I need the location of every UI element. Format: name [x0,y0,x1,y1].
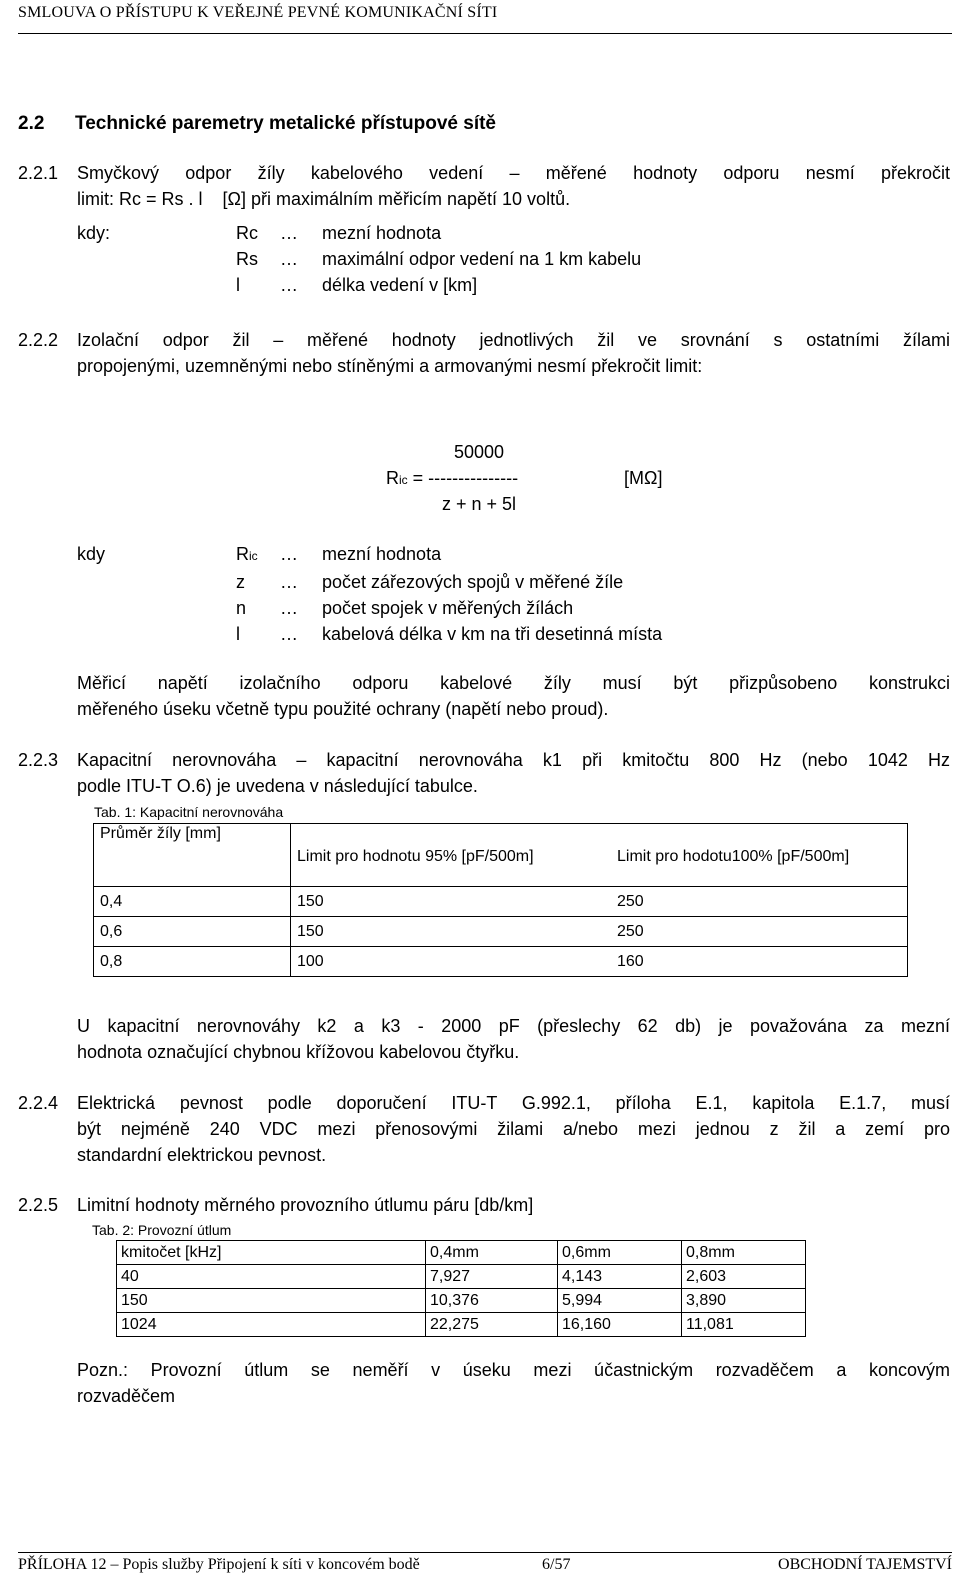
formula-numerator: 50000 [454,442,505,462]
table-cell: 150 [291,917,612,947]
formula-unit: [MΩ] [624,468,663,488]
definition-dots: … [280,544,298,564]
table-operational-attenuation [116,1240,806,1337]
definition-row [236,541,662,569]
definition-dots: … [280,249,298,269]
table-cell: 5,994 [558,1289,682,1313]
paragraph-222-note-line1: Měřicí napětí izolačního odporu kabelové žíly musí být přizpůsobeno konstrukci [77,673,950,693]
table-row [94,947,908,977]
table-cell: 2,603 [682,1265,806,1289]
table-header-cell: Průměr žíly [mm] [94,824,291,887]
definition-text: délka vedení v [km] [322,275,478,295]
table-header-cell: Limit pro hodnotu 95% [pF/500m] [291,824,612,887]
definition-text: mezní hodnota [322,544,442,564]
definition-row [236,569,662,595]
paragraph-224-line1: Elektrická pevnost podle doporučení ITU-T G.992.1, příloha E.1, kapitola E.1.7, musí [77,1093,950,1113]
definition-symbol: Ric [236,544,258,564]
paragraph-223-after-line2: hodnota označující chybnou křížovou kabelovou čtyřku. [77,1042,520,1062]
table-cell: 150 [291,887,612,917]
formula-lhs: R [386,468,399,488]
subsection-title-225: Limitní hodnoty měrného provozního útlumu páru [db/km] [77,1195,534,1215]
definition-symbol: Rs [236,249,258,269]
paragraph-224-line3: standardní elektrickou pevnost. [77,1145,327,1165]
definition-symbol: l [236,275,240,295]
footer-document-name: PŘÍLOHA 12 – Popis služby Připojení k síti v koncovém bodě [18,1556,420,1573]
subsection-number-223: 2.2.3 [18,750,59,770]
paragraph-221-line2: limit: Rc = Rs . l [Ω] při maximálním měřicím napětí 10 voltů. [77,189,571,209]
paragraph-223-after-line1: U kapacitní nerovnováhy k2 a k3 - 2000 pF (přeslechy 62 db) je považována za mezní [77,1016,950,1036]
formula-equals: = --------------- [407,468,519,488]
table-row [117,1289,806,1313]
table-cell: 4,143 [558,1265,682,1289]
formula-denominator: z + n + 5l [442,494,517,514]
definition-dots: … [280,598,298,618]
table-cell: 10,376 [426,1289,558,1313]
page-header: SMLOUVA O PŘÍSTUPU K VEŘEJNÉ PEVNÉ KOMUNIKAČNÍ SÍTI [18,4,498,21]
definition-symbol: n [236,598,247,618]
definition-dots: … [280,572,298,592]
definition-dots: … [280,275,298,295]
table-cell: 0,4 [94,887,291,917]
table-header-cell: 0,6mm [558,1241,682,1265]
definition-text: mezní hodnota [322,223,442,243]
kdy-label-222: kdy [77,544,106,564]
table-cell: 22,275 [426,1313,558,1337]
definition-text: počet spojek v měřených žílách [322,598,574,618]
definition-text: počet zářezových spojů v měřené žíle [322,572,624,592]
formula-lhs-subscript: ic [399,473,408,487]
paragraph-225-note [77,1357,950,1409]
definition-row [236,621,662,647]
table-capacitive-unbalance [93,823,908,977]
table2-caption: Tab. 2: Provozní útlum [92,1222,232,1238]
header-divider [18,33,952,34]
subsection-number-221: 2.2.1 [18,163,59,183]
table-row [117,1265,806,1289]
paragraph-223-line1: Kapacitní nerovnováha – kapacitní nerovnováha k1 při kmitočtu 800 Hz (nebo 1042 Hz [77,750,950,770]
subsection-number-222: 2.2.2 [18,330,59,350]
definition-dots: … [280,624,298,644]
paragraph-223-line2: podle ITU-T O.6) je uvedena v následující tabulce. [77,776,478,796]
section-heading [18,113,496,135]
table-header-cell: kmitočet [kHz] [117,1241,426,1265]
paragraph-225-note-line2: rozvaděčem [77,1386,176,1406]
table-cell: 0,6 [94,917,291,947]
table-cell: 7,927 [426,1265,558,1289]
table-cell: 250 [611,887,908,917]
table-row [94,887,908,917]
footer-divider [18,1552,952,1553]
paragraph-222 [77,327,950,379]
paragraph-222-note [77,670,950,722]
kdy-label-221: kdy: [77,223,111,243]
definition-row [236,595,662,621]
subsection-number-225: 2.2.5 [18,1195,59,1215]
table-row [94,917,908,947]
table-cell: 1024 [117,1313,426,1337]
paragraph-223 [77,747,950,799]
paragraph-224 [77,1090,950,1168]
table1-caption: Tab. 1: Kapacitní nerovnováha [94,804,284,820]
definition-text: maximální odpor vedení na 1 km kabelu [322,249,642,269]
table-header-cell: 0,4mm [426,1241,558,1265]
table-header-cell: 0,8mm [682,1241,806,1265]
table-cell: 11,081 [682,1313,806,1337]
paragraph-221 [77,160,950,212]
footer-page-number: 6/57 [542,1556,571,1573]
table-cell: 100 [291,947,612,977]
paragraph-222-line2: propojenými, uzemněnými nebo stíněnými a armovanými nesmí překročit limit: [77,356,703,376]
paragraph-225-note-line1: Pozn.: Provozní útlum se neměří v úseku mezi účastnickým rozvaděčem a koncovým [77,1360,950,1380]
formula-line [386,467,518,491]
paragraph-222-line1: Izolační odpor žil – měřené hodnoty jednotlivých žil ve srovnání s ostatními žílami [77,330,950,350]
table-header-row [117,1241,806,1265]
table-cell: 16,160 [558,1313,682,1337]
definition-symbol: l [236,624,240,644]
definition-symbol: Rc [236,223,258,243]
definition-row [236,246,641,272]
paragraph-224-line2: být nejméně 240 VDC mezi přenosovými žilami a/nebo mezi jednou z žil a zemí pro [77,1119,950,1139]
footer-classification: OBCHODNÍ TAJEMSTVÍ [778,1556,952,1573]
table-cell: 3,890 [682,1289,806,1313]
table-cell: 250 [611,917,908,947]
paragraph-223-after [77,1013,950,1065]
definition-row [236,272,641,298]
subsection-number-224: 2.2.4 [18,1093,59,1113]
table-header-row [94,824,908,887]
section-number: 2.2 [18,113,45,134]
definition-row [236,220,641,246]
definitions-221 [236,220,641,298]
table-cell: 150 [117,1289,426,1313]
section-title: Technické paremetry metalické přístupové sítě [75,113,496,134]
table-cell: 40 [117,1265,426,1289]
paragraph-221-line1: Smyčkový odpor žíly kabelového vedení – měřené hodnoty odporu nesmí překročit [77,163,950,183]
table-cell: 0,8 [94,947,291,977]
definition-symbol: z [236,572,245,592]
definition-text: kabelová délka v km na tři desetinná místa [322,624,663,644]
definition-dots: … [280,223,298,243]
table-header-cell: Limit pro hodotu100% [pF/500m] [611,824,908,887]
definitions-222 [236,541,662,647]
paragraph-222-note-line2: měřeného úseku včetně typu použité ochrany (napětí nebo proud). [77,699,609,719]
table-row [117,1313,806,1337]
table-cell: 160 [611,947,908,977]
